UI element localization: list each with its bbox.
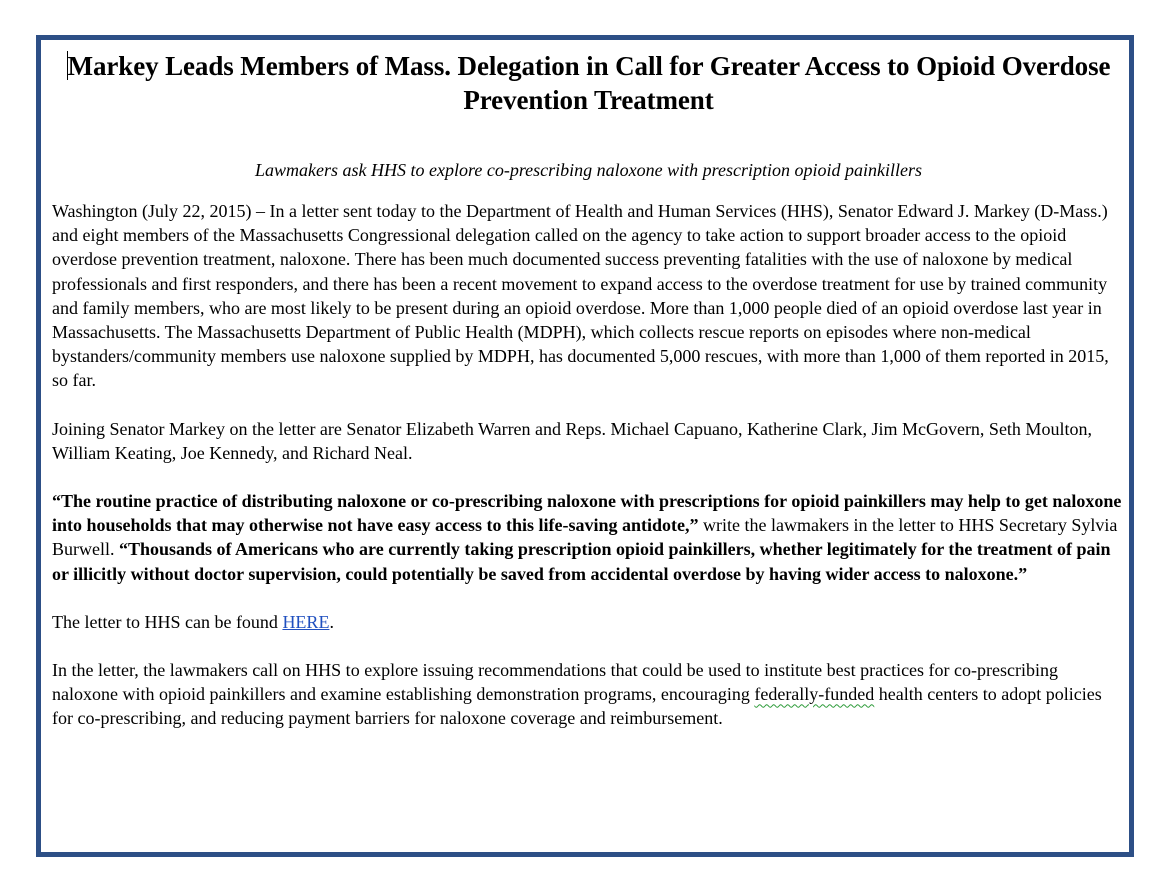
quote-1: “The routine practice of distributing naloxone or co-prescribing naloxone with prescriptions for opioid painkillers may help to get naloxone into households that may otherwise not have easy access to this life-saving antidote,” xyxy=(52,491,1122,536)
subtitle: Lawmakers ask HHS to explore co-prescribing naloxone with prescription opioid painkillers xyxy=(255,160,922,180)
paragraph-recommendations: In the letter, the lawmakers call on HHS to explore issuing recommendations that could be used to institute best practices for co-prescribing naloxone with opioid painkillers and examine establishing demonstration programs, encouraging federally-funded health centers to adopt policies for co-prescribing, and reducing payment barriers for naloxone coverage and reimbursement. xyxy=(52,660,1102,729)
quote-attribution: write the lawmakers in the letter to HHS Secretary Sylvia Burwell. xyxy=(52,515,1118,560)
quote-2: “Thousands of Americans who are currently taking prescription opioid painkillers, whether legitimately for the treatment of pain or illicitly without doctor supervision, could potentially be saved from accidental overdose by having wider access to naloxone.” xyxy=(52,539,1111,584)
page-title: Markey Leads Members of Mass. Delegation in Call for Greater Access to Opioid Overdose Prevention Treatment xyxy=(67,51,1111,115)
paragraph-quote xyxy=(52,489,1125,586)
paragraph-intro: Washington (July 22, 2015) – In a letter sent today to the Department of Health and Human Services (HHS), Senator Edward J. Markey (D-Mass.) and eight members of the Massachusetts Congressional delegation called on the agency to take action to support broader access to the opioid overdose prevention treatment, naloxone. There has been much documented success preventing fatalities with the use of naloxone by medical professionals and first responders, and there has been a recent movement to expand access to the overdose treatment for use by trained community and family members, who are most likely to be present during an opioid overdose. More than 1,000 people died of an opioid overdose last year in Massachusetts. The Massachusetts Department of Public Health (MDPH), which collects rescue reports on episodes where non-medical bystanders/community members use naloxone supplied by MDPH, has documented 5,000 rescues, with more than 1,000 of them reported in 2015, so far. xyxy=(52,201,1109,391)
document-frame xyxy=(36,35,1134,857)
paragraph-letter-link: The letter to HHS can be found HERE. xyxy=(52,611,334,632)
spellcheck-flagged-word[interactable]: federally-funded xyxy=(754,684,875,705)
paragraph-cosigners: Joining Senator Markey on the letter are Senator Elizabeth Warren and Reps. Michael Capuano, Katherine Clark, Jim McGovern, Seth Moulton, William Keating, Joe Kennedy, and Richard Neal. xyxy=(52,418,1092,463)
letter-link[interactable]: HERE xyxy=(282,611,330,632)
document-body[interactable] xyxy=(52,49,1125,731)
